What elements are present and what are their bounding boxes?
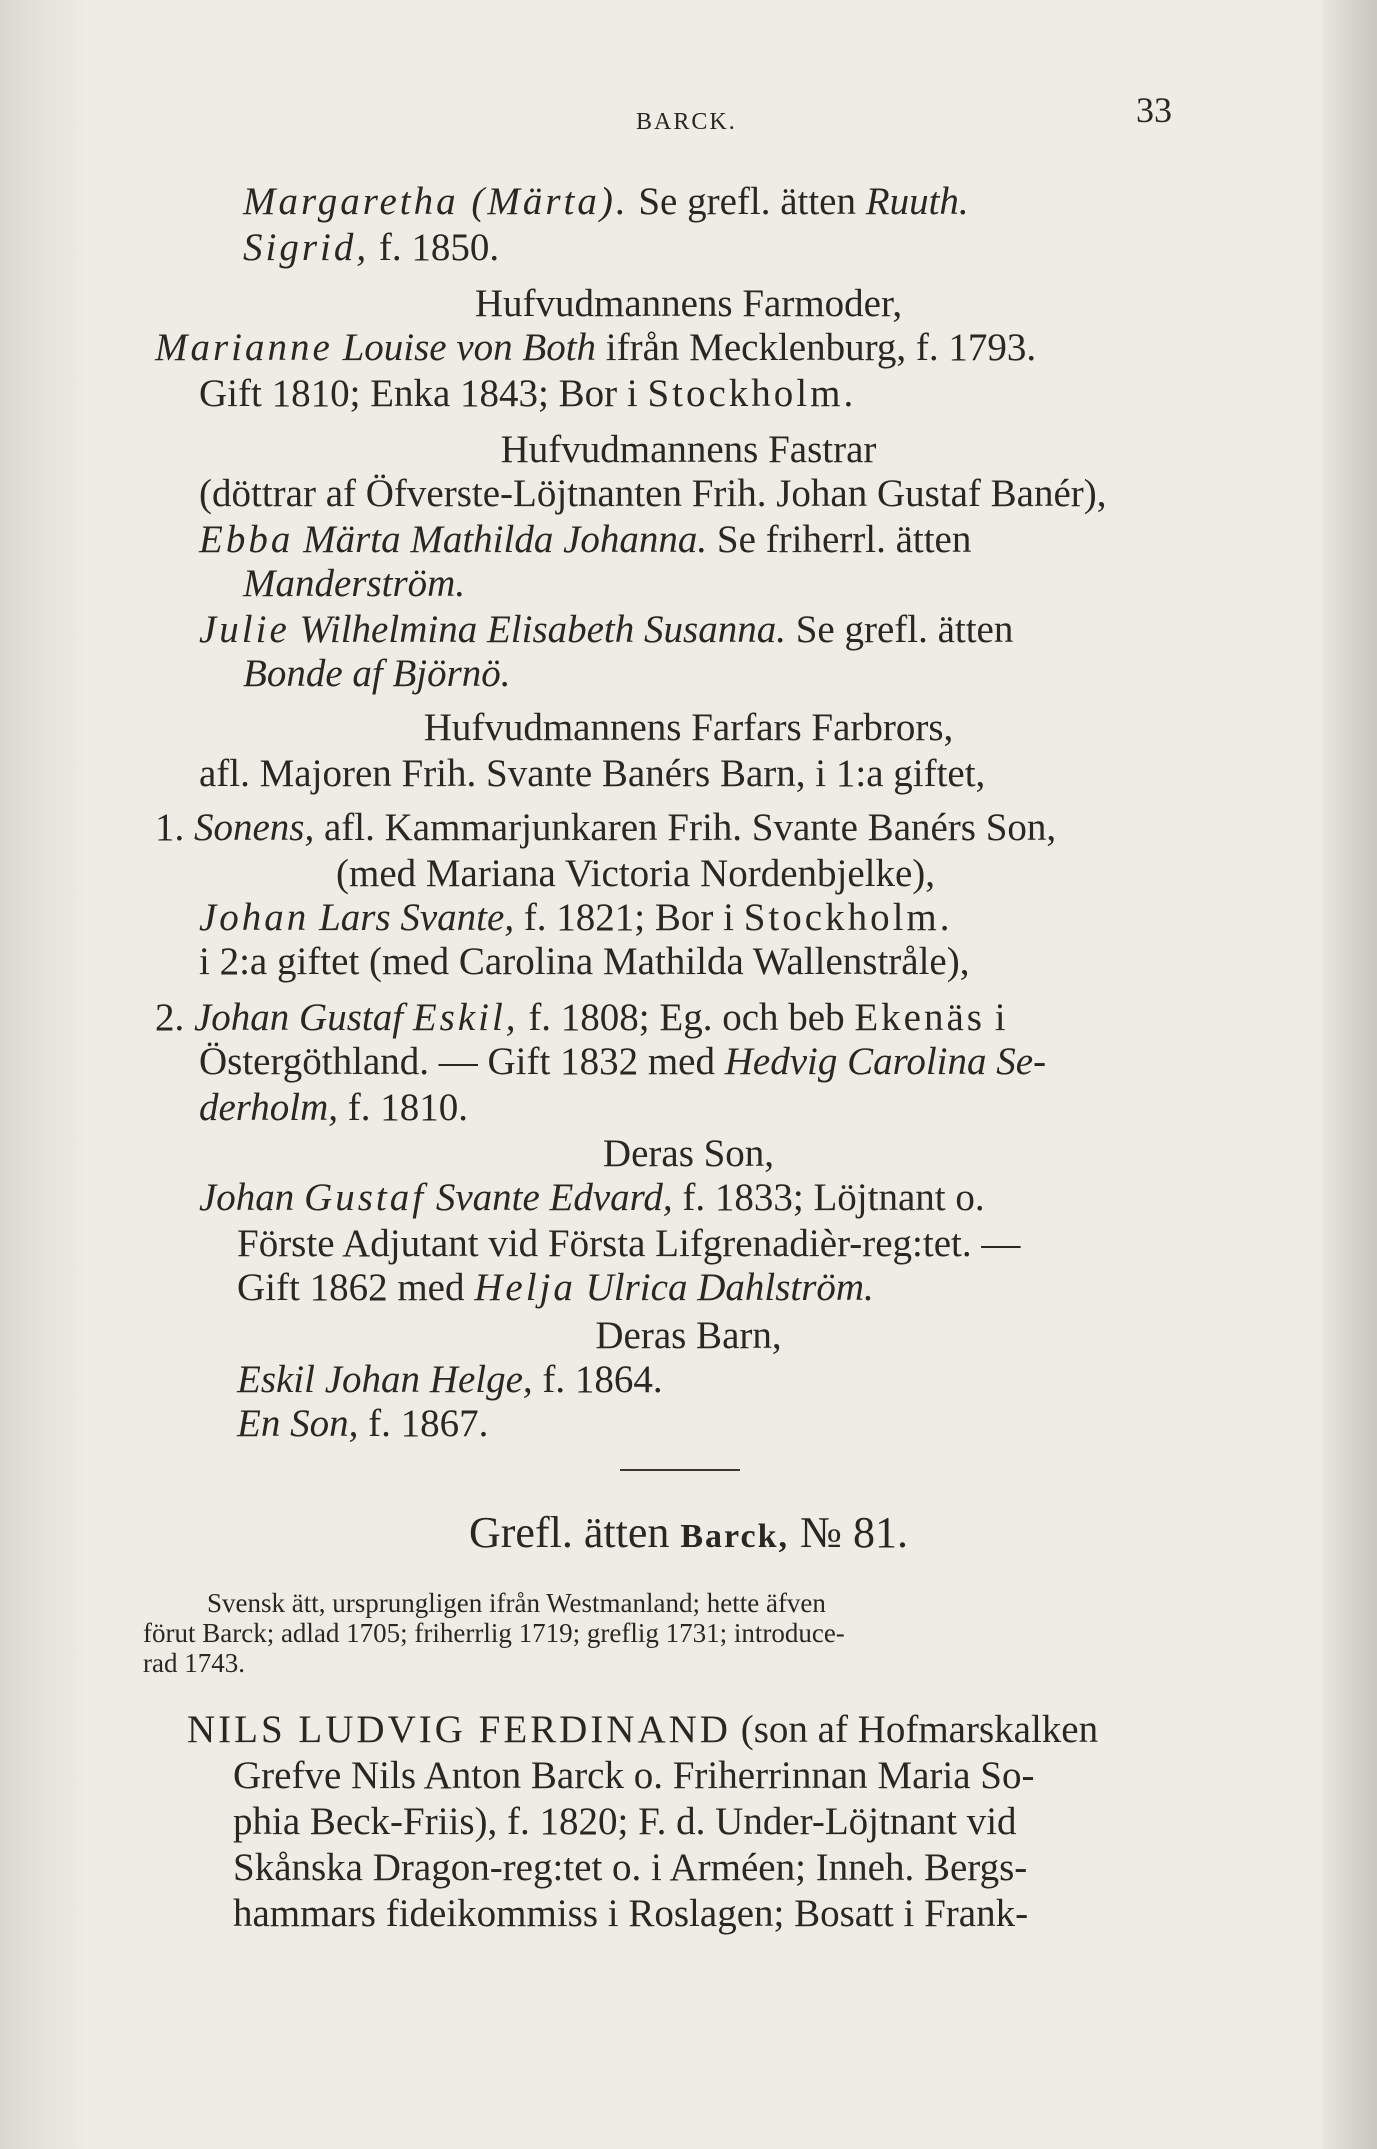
text-line: 1. Sonens, afl. Kammarjunkaren Frih. Svante Banérs Son, — [155, 806, 1057, 849]
intro-line: förut Barck; adlad 1705; friherrlig 1719; greflig 1731; introduce- — [143, 1618, 845, 1648]
text-line: phia Beck-Friis), f. 1820; F. d. Under-Löjtnant vid — [233, 1800, 1017, 1843]
text-line: Marianne Louise von Both ifrån Mecklenburg, f. 1793. — [155, 326, 1037, 369]
text-line: Bonde af Björnö. — [243, 652, 511, 695]
intro-line: rad 1743. — [143, 1648, 245, 1678]
text-line: (döttrar af Öfverste-Löjtnanten Frih. Johan Gustaf Banér), — [199, 472, 1107, 515]
text-line: En Son, f. 1867. — [237, 1402, 489, 1445]
text-line: Ebba Märta Mathilda Johanna. Se friherrl. ätten — [199, 518, 972, 561]
section-subheading: Hufvudmannens Fastrar — [500, 428, 877, 471]
section-heading: Grefl. ätten Barck, № 81. — [469, 1508, 908, 1557]
text-line: Grefve Nils Anton Barck o. Friherrinnan Maria So- — [233, 1754, 1035, 1797]
text-line: (med Mariana Victoria Nordenbjelke), — [336, 852, 936, 895]
page-number: 33 — [1136, 90, 1172, 130]
text-line: i 2:a giftet (med Carolina Mathilda Wallenstråle), — [199, 940, 970, 983]
text-line: Gift 1862 med Helja Ulrica Dahlström. — [237, 1266, 874, 1309]
text-line: Manderström. — [243, 562, 466, 605]
text-line: Eskil Johan Helge, f. 1864. — [237, 1358, 663, 1401]
section-subheading: Deras Barn, — [595, 1314, 782, 1357]
section-subheading: Deras Son, — [602, 1132, 775, 1175]
text-line: Skånska Dragon-reg:tet o. i Arméen; Inneh. Bergs- — [233, 1846, 1028, 1889]
text-line: derholm, f. 1810. — [199, 1086, 469, 1129]
section-subheading: Hufvudmannens Farmoder, — [474, 282, 903, 325]
section-divider — [620, 1469, 740, 1471]
text-line: Johan Gustaf Svante Edvard, f. 1833; Löjtnant o. — [199, 1176, 985, 1219]
text-line: Julie Wilhelmina Elisabeth Susanna. Se grefl. ätten — [199, 608, 1014, 651]
text-line: Gift 1810; Enka 1843; Bor i Stockholm. — [199, 372, 857, 415]
text-line: Sigrid, f. 1850. — [243, 226, 500, 269]
text-line: Margaretha (Märta). Se grefl. ätten Ruuth. — [243, 180, 969, 223]
text-line: afl. Majoren Frih. Svante Banérs Barn, i 1:a giftet, — [199, 752, 986, 795]
text-line: hammars fideikommiss i Roslagen; Bosatt i Frank- — [233, 1892, 1029, 1935]
text-line: 2. Johan Gustaf Eskil, f. 1808; Eg. och beb Ekenäs i — [155, 996, 1006, 1039]
running-title: BARCK. — [636, 109, 737, 135]
intro-line: Svensk ätt, ursprungligen ifrån Westmanland; hette äfven — [207, 1588, 826, 1618]
text-line: Johan Lars Svante, f. 1821; Bor i Stockholm. — [199, 896, 953, 939]
text-line: Östergöthland. — Gift 1832 med Hedvig Carolina Se- — [199, 1040, 1047, 1083]
text-line: NILS LUDVIG FERDINAND (son af Hofmarskalken — [187, 1708, 1099, 1751]
text-line: Förste Adjutant vid Första Lifgrenadièr-reg:tet. — — [237, 1222, 1021, 1265]
section-subheading: Hufvudmannens Farfars Farbrors, — [423, 706, 954, 749]
